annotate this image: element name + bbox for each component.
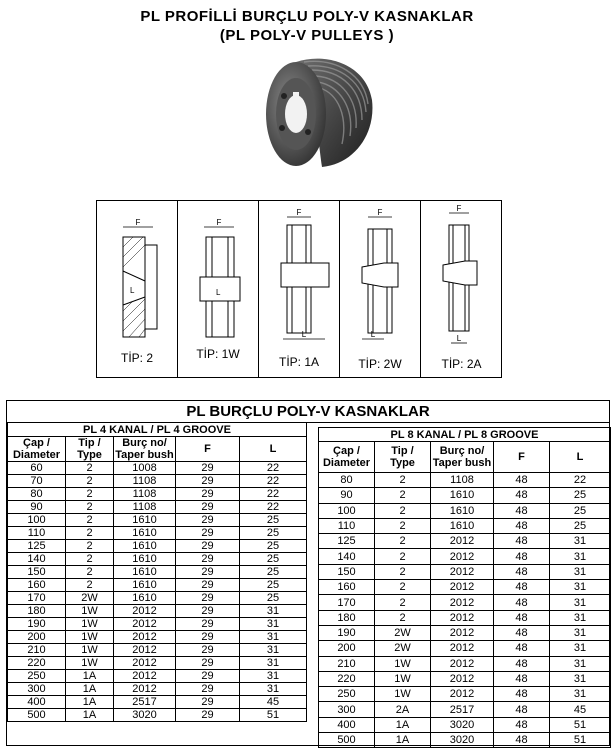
table-row	[8, 618, 307, 631]
table-cell: 48	[494, 473, 550, 488]
table-cell: 25	[240, 540, 307, 553]
page-title: PL PROFİLLİ BURÇLU POLY-V KASNAKLAR	[140, 8, 474, 25]
table-cell: 29	[176, 709, 240, 722]
table-cell: 31	[240, 631, 307, 644]
table-cell: 31	[550, 564, 611, 579]
table-cell: 2012	[431, 564, 494, 579]
table-row	[319, 564, 611, 579]
table-cell: 29	[176, 501, 240, 514]
table-cell: 31	[240, 683, 307, 696]
diagram-panel	[96, 200, 502, 378]
table-cell: 90	[8, 501, 66, 514]
table-cell: 2	[66, 553, 114, 566]
table-cell: 210	[8, 644, 66, 657]
table-cell: 1610	[114, 579, 176, 592]
table-cell: 51	[550, 717, 611, 732]
table-row	[8, 709, 307, 722]
col-type: Tip / Type	[375, 442, 431, 473]
table-row	[319, 549, 611, 564]
table-cell: 29	[176, 462, 240, 475]
table-cell: 125	[319, 534, 375, 549]
table-cell: 31	[550, 656, 611, 671]
table-cell: 29	[176, 527, 240, 540]
table-row	[8, 540, 307, 553]
table-cell: 190	[8, 618, 66, 631]
svg-text:F: F	[296, 208, 302, 217]
table-cell: 400	[319, 717, 375, 732]
table-row	[319, 687, 611, 702]
table-cell: 1A	[66, 696, 114, 709]
table-row	[8, 579, 307, 592]
table-cell: 1610	[114, 514, 176, 527]
table-cell: 300	[319, 702, 375, 717]
table-cell: 200	[319, 641, 375, 656]
table-cell: 51	[240, 709, 307, 722]
table-row	[319, 534, 611, 549]
table-cell: 31	[550, 580, 611, 595]
table-cell: 25	[240, 592, 307, 605]
table-cell: 1W	[375, 671, 431, 686]
table-cell: 2	[375, 503, 431, 518]
table-row	[8, 683, 307, 696]
table-cell: 1610	[114, 527, 176, 540]
svg-text:F: F	[377, 208, 383, 217]
table-cell: 2	[66, 579, 114, 592]
table-cell: 2012	[114, 657, 176, 670]
table-cell: 125	[8, 540, 66, 553]
table-cell: 31	[550, 625, 611, 640]
table-cell: 400	[8, 696, 66, 709]
table-cell: 2	[375, 564, 431, 579]
svg-text:F: F	[456, 204, 462, 213]
table-cell: 29	[176, 683, 240, 696]
table-row	[8, 605, 307, 618]
pl4-group-header: PL 4 KANAL / PL 4 GROOVE	[8, 423, 307, 437]
table-cell: 80	[8, 488, 66, 501]
pl4-table	[7, 422, 307, 722]
table-cell: 29	[176, 605, 240, 618]
svg-text:L: L	[301, 330, 307, 339]
table-cell: 48	[494, 656, 550, 671]
table-cell: 2012	[431, 610, 494, 625]
table-cell: 110	[319, 518, 375, 533]
table-cell: 190	[319, 625, 375, 640]
table-cell: 48	[494, 702, 550, 717]
table-row	[8, 475, 307, 488]
table-cell: 1610	[114, 592, 176, 605]
table-cell: 1108	[114, 475, 176, 488]
table-cell: 2012	[114, 644, 176, 657]
table-cell: 2012	[114, 670, 176, 683]
table-row	[8, 566, 307, 579]
table-cell: 1W	[66, 657, 114, 670]
table-cell: 2	[375, 488, 431, 503]
table-cell: 150	[8, 566, 66, 579]
col-type: Tip / Type	[66, 437, 114, 462]
table-cell: 1A	[66, 683, 114, 696]
table-cell: 2	[66, 540, 114, 553]
table-row	[319, 641, 611, 656]
table-row	[8, 462, 307, 475]
table-cell: 70	[8, 475, 66, 488]
table-cell: 2012	[431, 625, 494, 640]
col-bush: Burç no/ Taper bush	[115, 437, 174, 461]
table-cell: 1A	[375, 717, 431, 732]
pulley-image	[256, 52, 376, 170]
table-row	[319, 473, 611, 488]
table-cell: 1108	[114, 501, 176, 514]
table-cell: 2	[66, 462, 114, 475]
table-cell: 250	[8, 670, 66, 683]
table-row	[319, 610, 611, 625]
table-cell: 1A	[66, 709, 114, 722]
table-cell: 48	[494, 610, 550, 625]
table-row	[8, 670, 307, 683]
table-row	[319, 717, 611, 732]
table-cell: 2	[375, 473, 431, 488]
table-cell: 2	[375, 595, 431, 610]
table-cell: 1W	[66, 605, 114, 618]
table-row	[8, 501, 307, 514]
table-cell: 300	[8, 683, 66, 696]
table-cell: 31	[240, 618, 307, 631]
table-cell: 22	[240, 475, 307, 488]
table-cell: 31	[240, 644, 307, 657]
table-cell: 2	[375, 549, 431, 564]
table-cell: 170	[319, 595, 375, 610]
diagram-type-2a: F L TİP: 2A	[441, 204, 482, 371]
table-cell: 25	[240, 566, 307, 579]
table-cell: 48	[494, 671, 550, 686]
table-cell: 29	[176, 579, 240, 592]
table-cell: 250	[319, 687, 375, 702]
table-row	[319, 518, 611, 533]
table-cell: 1610	[431, 518, 494, 533]
table-cell: 51	[550, 733, 611, 748]
table-cell: 48	[494, 534, 550, 549]
table-cell: 160	[319, 580, 375, 595]
table-cell: 25	[240, 553, 307, 566]
table-cell: 29	[176, 553, 240, 566]
svg-text:L: L	[216, 288, 221, 297]
table-cell: 48	[494, 717, 550, 732]
table-cell: 1108	[431, 473, 494, 488]
table-cell: 3020	[114, 709, 176, 722]
table-cell: 48	[494, 503, 550, 518]
table-cell: 48	[494, 595, 550, 610]
table-cell: 29	[176, 657, 240, 670]
table-cell: 2517	[114, 696, 176, 709]
table-cell: 2012	[431, 580, 494, 595]
table-cell: 31	[240, 670, 307, 683]
table-row	[8, 696, 307, 709]
table-row	[319, 488, 611, 503]
table-cell: 2012	[114, 605, 176, 618]
table-cell: 22	[550, 473, 611, 488]
dim-l: L	[130, 286, 135, 295]
table-cell: 80	[319, 473, 375, 488]
table-cell: 29	[176, 488, 240, 501]
table-cell: 1610	[114, 553, 176, 566]
table-row	[319, 595, 611, 610]
table-row	[8, 527, 307, 540]
table-cell: 2	[66, 488, 114, 501]
table-row	[319, 702, 611, 717]
table-cell: 2W	[375, 641, 431, 656]
table-cell: 48	[494, 687, 550, 702]
table-cell: 25	[550, 488, 611, 503]
table-row	[319, 671, 611, 686]
col-bush: Burç no/ Taper bush	[431, 442, 494, 473]
table-cell: 45	[550, 702, 611, 717]
table-cell: 1W	[66, 631, 114, 644]
diagram-type-2	[97, 201, 178, 377]
table-cell: 48	[494, 549, 550, 564]
table-cell: 100	[319, 503, 375, 518]
table-cell: 31	[550, 549, 611, 564]
table-cell: 2	[375, 534, 431, 549]
table-cell: 48	[494, 641, 550, 656]
table-cell: 1A	[66, 670, 114, 683]
table-cell: 48	[494, 580, 550, 595]
table-cell: 48	[494, 625, 550, 640]
table-cell: 48	[494, 518, 550, 533]
table-cell: 140	[319, 549, 375, 564]
table-cell: 25	[550, 518, 611, 533]
table-cell: 22	[240, 462, 307, 475]
svg-text:L: L	[456, 334, 462, 343]
table-cell: 2012	[431, 641, 494, 656]
table-cell: 29	[176, 475, 240, 488]
table-cell: 160	[8, 579, 66, 592]
table-cell: 2517	[431, 702, 494, 717]
table-row	[8, 592, 307, 605]
table-cell: 140	[8, 553, 66, 566]
table-cell: 180	[8, 605, 66, 618]
table-row	[319, 580, 611, 595]
table-cell: 1A	[375, 733, 431, 748]
table-cell: 31	[550, 610, 611, 625]
table-row	[8, 631, 307, 644]
table-cell: 29	[176, 670, 240, 683]
table-row	[319, 503, 611, 518]
table-cell: 2	[66, 527, 114, 540]
table-cell: 29	[176, 644, 240, 657]
col-diameter: Çap / Diameter	[319, 442, 375, 473]
table-cell: 22	[240, 488, 307, 501]
table-cell: 2012	[431, 549, 494, 564]
table-cell: 200	[8, 631, 66, 644]
table-row	[319, 733, 611, 748]
table-cell: 1108	[114, 488, 176, 501]
table-cell: 31	[550, 641, 611, 656]
dim-f: F	[135, 218, 141, 227]
table-cell: 29	[176, 696, 240, 709]
table-cell: 25	[240, 514, 307, 527]
svg-text:F: F	[216, 218, 222, 227]
table-cell: 1610	[431, 503, 494, 518]
table-cell: 2	[66, 566, 114, 579]
table-cell: 2012	[114, 618, 176, 631]
table-cell: 1610	[114, 566, 176, 579]
table-cell: 2	[66, 514, 114, 527]
table-cell: 2012	[114, 683, 176, 696]
svg-text:L: L	[370, 330, 376, 339]
diagram-type-2w: F L TİP: 2W	[340, 201, 421, 377]
table-row	[8, 644, 307, 657]
table-cell: 2012	[114, 631, 176, 644]
table-cell: 1W	[375, 656, 431, 671]
table-cell: 500	[8, 709, 66, 722]
col-l: L	[550, 442, 611, 473]
table-cell: 25	[240, 579, 307, 592]
col-f: F	[494, 442, 550, 473]
table-cell: 2W	[375, 625, 431, 640]
col-f: F	[176, 437, 240, 462]
table-cell: 1610	[114, 540, 176, 553]
table-cell: 2W	[66, 592, 114, 605]
table-cell: 180	[319, 610, 375, 625]
table-cell: 2	[375, 610, 431, 625]
pl8-table	[318, 427, 611, 748]
diagram-type-1a: F L TİP: 1A	[259, 201, 340, 377]
table-cell: 1W	[66, 644, 114, 657]
table-cell: 29	[176, 631, 240, 644]
table-cell: 31	[550, 595, 611, 610]
table-cell: 2	[375, 580, 431, 595]
table-cell: 100	[8, 514, 66, 527]
table-cell: 220	[319, 671, 375, 686]
table-cell: 29	[176, 566, 240, 579]
table-row	[8, 553, 307, 566]
diagram-type-1w: F L TİP: 1W	[178, 201, 259, 377]
col-diameter: Çap / Diameter	[8, 437, 66, 462]
table-cell: 1W	[66, 618, 114, 631]
table-cell: 48	[494, 733, 550, 748]
table-row	[8, 488, 307, 501]
table-cell: 3020	[431, 733, 494, 748]
table-cell: 2	[66, 501, 114, 514]
table-cell: 1610	[431, 488, 494, 503]
table-cell: 31	[240, 657, 307, 670]
table-cell: 29	[176, 592, 240, 605]
table-cell: 29	[176, 540, 240, 553]
table-row	[8, 514, 307, 527]
table-cell: 2012	[431, 687, 494, 702]
table-cell: 3020	[431, 717, 494, 732]
table-cell: 1008	[114, 462, 176, 475]
table-row	[319, 625, 611, 640]
table-cell: 31	[550, 687, 611, 702]
table-cell: 31	[550, 534, 611, 549]
table-cell: 110	[8, 527, 66, 540]
table-cell: 150	[319, 564, 375, 579]
pulley-tables	[6, 400, 610, 746]
table-cell: 48	[494, 488, 550, 503]
table-cell: 1W	[375, 687, 431, 702]
table-cell: 45	[240, 696, 307, 709]
table-cell: 29	[176, 514, 240, 527]
table-row	[8, 657, 307, 670]
table-cell: 2012	[431, 534, 494, 549]
table-cell: 2	[66, 475, 114, 488]
table-row	[319, 656, 611, 671]
table-cell: 2012	[431, 671, 494, 686]
table-cell: 60	[8, 462, 66, 475]
table-cell: 2012	[431, 595, 494, 610]
table-cell: 31	[240, 605, 307, 618]
table-cell: 500	[319, 733, 375, 748]
table-cell: 220	[8, 657, 66, 670]
table-cell: 90	[319, 488, 375, 503]
table-cell: 48	[494, 564, 550, 579]
table-cell: 25	[240, 527, 307, 540]
table-cell: 2012	[431, 656, 494, 671]
col-l: L	[240, 437, 307, 462]
page-subtitle: (PL POLY-V PULLEYS )	[219, 27, 395, 44]
table-cell: 2	[375, 518, 431, 533]
table-cell: 29	[176, 618, 240, 631]
table-cell: 22	[240, 501, 307, 514]
table-cell: 25	[550, 503, 611, 518]
table-cell: 31	[550, 671, 611, 686]
diagram-label: TİP: 2	[120, 351, 153, 365]
pl8-group-header: PL 8 KANAL / PL 8 GROOVE	[319, 428, 611, 442]
table-cell: 2A	[375, 702, 431, 717]
table-heading: PL BURÇLU POLY-V KASNAKLAR	[7, 401, 609, 423]
table-cell: 210	[319, 656, 375, 671]
table-cell: 170	[8, 592, 66, 605]
